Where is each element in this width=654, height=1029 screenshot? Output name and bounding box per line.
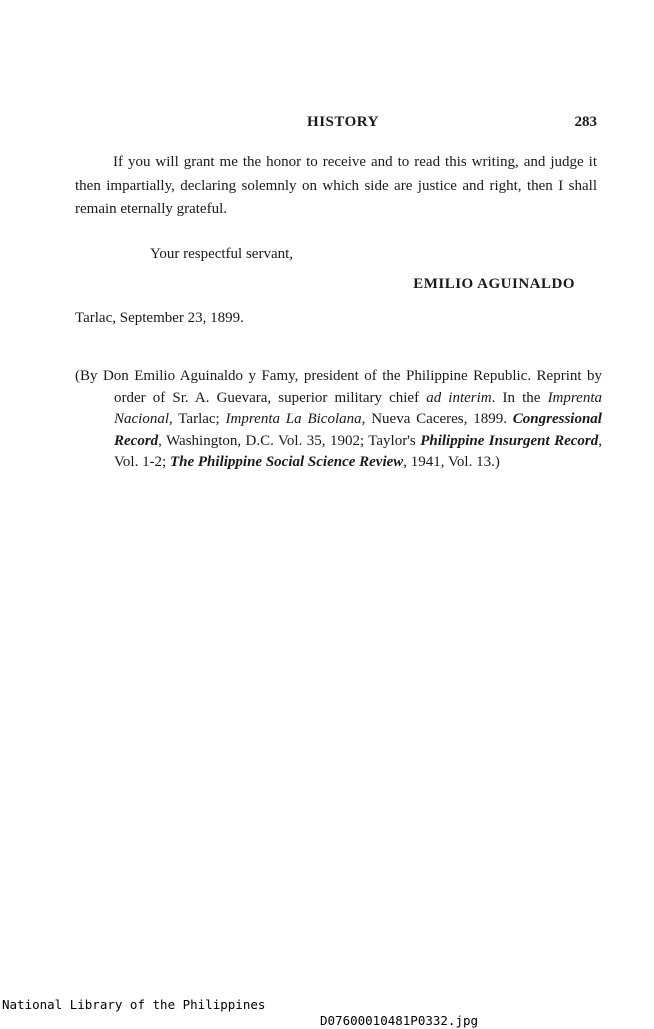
source-note-bold-italic: The Philippine Social Science Review (169, 454, 404, 470)
source-note-text: (By Don Emilio Aguinaldo y Famy, president of the Philippine Republic. Reprint by order of Sr. A. Guevara, superior military chief (75, 368, 602, 406)
source-note-text: , Vol. 1-2; (114, 432, 602, 470)
footer-file-id: D07600010481P0332.jpg (320, 1013, 479, 1028)
source-note-bold-italic: Congressional Record (114, 411, 602, 449)
scan-footer (0, 981, 654, 1028)
source-note-text: , 1941, Vol. 13.) (403, 454, 500, 470)
source-note-italic: Imprenta La Bicolana (225, 411, 362, 427)
page-number: 283 (574, 114, 597, 130)
letter-closing: Your respectful servant, (150, 246, 294, 262)
dateline: Tarlac, September 23, 1899. (75, 310, 244, 326)
source-note-italic: ad interim (426, 389, 492, 406)
source-note-text: , Nueva Caceres, 1899. (361, 411, 513, 427)
running-head (75, 114, 597, 136)
source-note-text: , Tarlac; (169, 411, 226, 427)
running-title: HISTORY (307, 114, 379, 130)
source-note-italic: Imprenta Nacional (114, 389, 602, 427)
source-note-text: . In the (491, 389, 548, 406)
footer-library: National Library of the Philippines (2, 997, 266, 1012)
source-note-bold-italic: Philippine Insurgent Record (420, 432, 599, 449)
source-note (75, 366, 602, 474)
source-note-text: , Washington, D.C. Vol. 35, 1902; Taylor's (158, 432, 421, 449)
letter-paragraph: If you will grant me the honor to receive and to read this writing, and judge it then impartially, declaring solemnly on which side are justice and right, then I shall remain eternally grateful. (75, 154, 597, 217)
signature: EMILIO AGUINALDO (413, 276, 575, 292)
